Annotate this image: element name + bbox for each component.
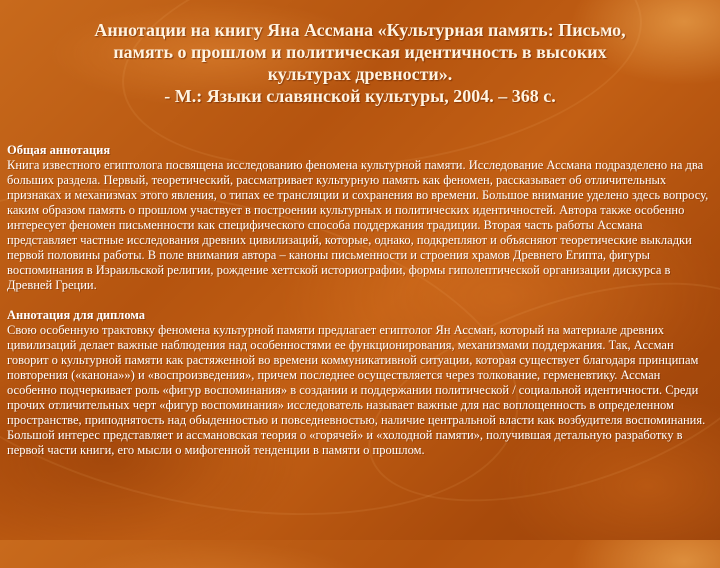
- slide-title: [40, 19, 680, 107]
- title-line: культурах древности».: [267, 64, 453, 84]
- section-text: Свою особенную трактовку феномена культурной памяти предлагает египтолог Ян Ассман, который на материале древних цивилизаций делает важные наблюдения над особенностями ее функционирования, механизмами поддержания. Так, Ассман говорит о культурной памяти как растяженной во времени коммуникативной ситуации, которая существует благодаря принципам повторения («канона»») и «воспроизведения», причем последнее осуществляется через толкование, герменевтику. Ассман особенно подчеркивает роль «фигур воспоминания» в создании и поддержании политической / социальной идентичности. Среди прочих отличительных черт «фигур воспоминания» исследователь называет важные для нас воплощенность в определенном пространстве, приподнятость над обыденностью и повседневностью, наличие центральной власти как возбудителя воспоминания. Большой интерес представляет и ассмановская теория о «горячей» и «холодной памяти», получившая детальную разработку в первой части книги, его мысли о мифогенной тенденции в памяти о прошлом.: [7, 323, 706, 457]
- slide-body: [7, 143, 713, 458]
- title-line: Аннотации на книгу Яна Ассмана «Культурная память: Письмо,: [94, 20, 626, 40]
- section-heading: Аннотация для диплома: [7, 308, 146, 322]
- title-line: память о прошлом и политическая идентичность в высоких: [113, 42, 607, 62]
- title-line: - М.: Языки славянской культуры, 2004. – 368 с.: [164, 86, 556, 106]
- section-general-annotation: [7, 143, 713, 293]
- section-spacer: [7, 293, 713, 308]
- section-diploma-annotation: [7, 308, 713, 458]
- section-heading: Общая аннотация: [7, 143, 111, 157]
- section-text: Книга известного египтолога посвящена исследованию феномена культурной памяти. Исследование Ассмана подразделено на два больших раздела. Первый, теоретический, рассматривает культурную память как феномен, рассказывает об отличительных признаках и механизмах этого явления, о типах ее трансляции и сохранения во времени. Большое внимание уделено здесь вопросу, каким образом память о прошлом участвует в построении культурных и политических идентичностей. Автора также особенно интересует феномен письменности как специфического способа поддержания традиции. Вторая часть работы Ассмана представляет частные исследования древних цивилизаций, которые, однако, подкрепляют и объясняют теоретические выкладки первой половины работы. В поле внимания автора – каноны письменности и строения храмов Древнего Египта, фигуры воспоминания в Израильской религии, рождение хеттской историографии, формы гиполептической организации дискурса в Древней Греции.: [7, 158, 709, 292]
